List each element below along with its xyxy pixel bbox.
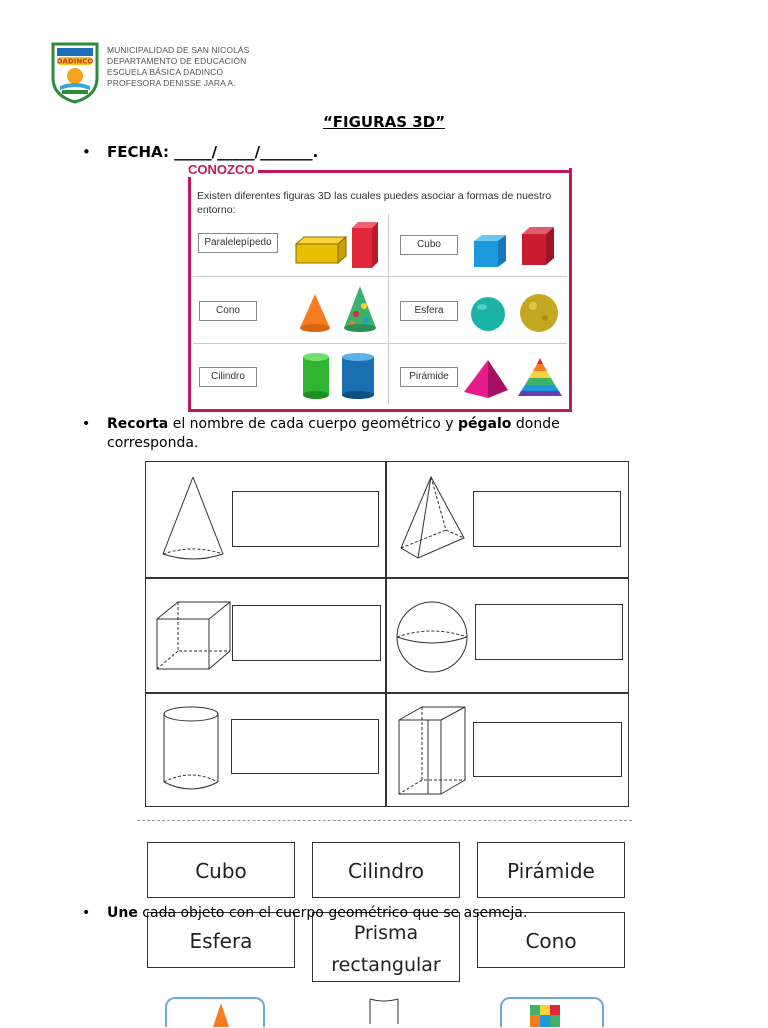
card-cubo-label: Cubo xyxy=(195,859,247,883)
header-line-municipality: MUNICIPALIDAD DE SAN NICOLÁS xyxy=(107,45,250,55)
candle-image xyxy=(339,352,377,404)
answer-box-pyramid[interactable] xyxy=(473,491,621,547)
pyramid-image xyxy=(462,358,510,404)
instruction-bold-pegalo: pégalo xyxy=(458,416,512,432)
page-title: “FIGURAS 3D” xyxy=(322,113,446,131)
card-cilindro[interactable] xyxy=(312,842,460,898)
header-line-school: ESCUELA BÁSICA DADINCO xyxy=(107,67,224,77)
instruction-bold-recorta: Recorta xyxy=(107,416,169,432)
label-cono: Cono xyxy=(199,301,257,321)
grid-hline xyxy=(145,692,629,694)
ball-image xyxy=(518,292,560,338)
card-piramide[interactable] xyxy=(477,842,625,898)
cone-image xyxy=(298,292,332,338)
label-piramide: Pirámide xyxy=(400,367,458,387)
instruction-text: el nombre de cada cuerpo geométrico y xyxy=(168,416,459,432)
card-cubo[interactable] xyxy=(147,842,295,898)
card-piramide-label: Pirámide xyxy=(507,859,595,883)
cube-drawing xyxy=(154,599,234,675)
header-line-department: DEPARTAMENTO DE EDUCACIÓN xyxy=(107,56,247,66)
answer-box-prism[interactable] xyxy=(473,722,622,777)
school-logo xyxy=(50,40,100,104)
answer-box-sphere[interactable] xyxy=(475,604,623,660)
bullet: • xyxy=(82,905,91,921)
instruction-une-text: cada objeto con el cuerpo geométrico que se asemeja. xyxy=(137,905,528,921)
cone-drawing xyxy=(160,474,226,570)
rubik-cube-frame xyxy=(500,997,604,1027)
conozco-description: Existen diferentes figuras 3D las cuales puedes asociar a formas de nuestro entorno: xyxy=(197,190,552,216)
rectangular-prism-drawing xyxy=(396,704,468,800)
svg-text:DADINCO: DADINCO xyxy=(56,57,94,66)
header-line-teacher: PROFESORA DENISSE JARA A. xyxy=(107,78,236,88)
answer-box-cube[interactable] xyxy=(232,605,381,661)
answer-box-cone[interactable] xyxy=(232,491,379,547)
rainbow-pyramid-image xyxy=(516,356,564,402)
grid-vline xyxy=(385,461,387,807)
juice-box-image xyxy=(348,220,380,274)
card-esfera-label: Esfera xyxy=(189,929,253,953)
label-cilindro: Cilindro xyxy=(199,367,257,387)
sphere-image xyxy=(470,296,506,336)
cut-line xyxy=(137,820,632,821)
cylinder-drawing xyxy=(161,704,221,798)
answer-box-cylinder[interactable] xyxy=(231,719,379,774)
grid-hline xyxy=(145,577,629,579)
card-cono-label: Cono xyxy=(525,929,577,953)
conozco-title: CONOZCO xyxy=(188,162,258,177)
label-esfera: Esfera xyxy=(400,301,458,321)
conozco-divider xyxy=(388,214,389,404)
school-header xyxy=(107,45,249,89)
label-paralelepipedo: Paralelepípedo xyxy=(198,233,278,253)
cone-object-frame xyxy=(165,997,265,1027)
bullet: • xyxy=(82,416,91,432)
pyramid-drawing xyxy=(398,474,468,566)
card-cilindro-label: Cilindro xyxy=(347,859,425,883)
cylinder-image xyxy=(300,352,332,404)
instruction-bold-une: Une xyxy=(107,905,138,921)
sphere-drawing xyxy=(394,599,470,679)
conozco-top-border xyxy=(252,170,572,173)
cylinder-object xyxy=(366,997,402,1024)
cube-image xyxy=(472,233,508,273)
instruction-text-end: donde corresponda. xyxy=(107,416,560,451)
card-prisma-label: Prisma rectangular xyxy=(331,922,441,976)
label-cubo: Cubo xyxy=(400,235,458,255)
box-image xyxy=(294,234,348,270)
conozco-divider xyxy=(193,276,567,277)
date-field[interactable]: FECHA: _____/_____/_______. xyxy=(107,143,319,161)
party-hat-image xyxy=(342,284,378,338)
bullet: • xyxy=(82,143,91,161)
conozco-divider xyxy=(193,343,567,344)
gift-box-image xyxy=(520,224,556,270)
card-prisma-rectangular[interactable] xyxy=(312,912,460,982)
